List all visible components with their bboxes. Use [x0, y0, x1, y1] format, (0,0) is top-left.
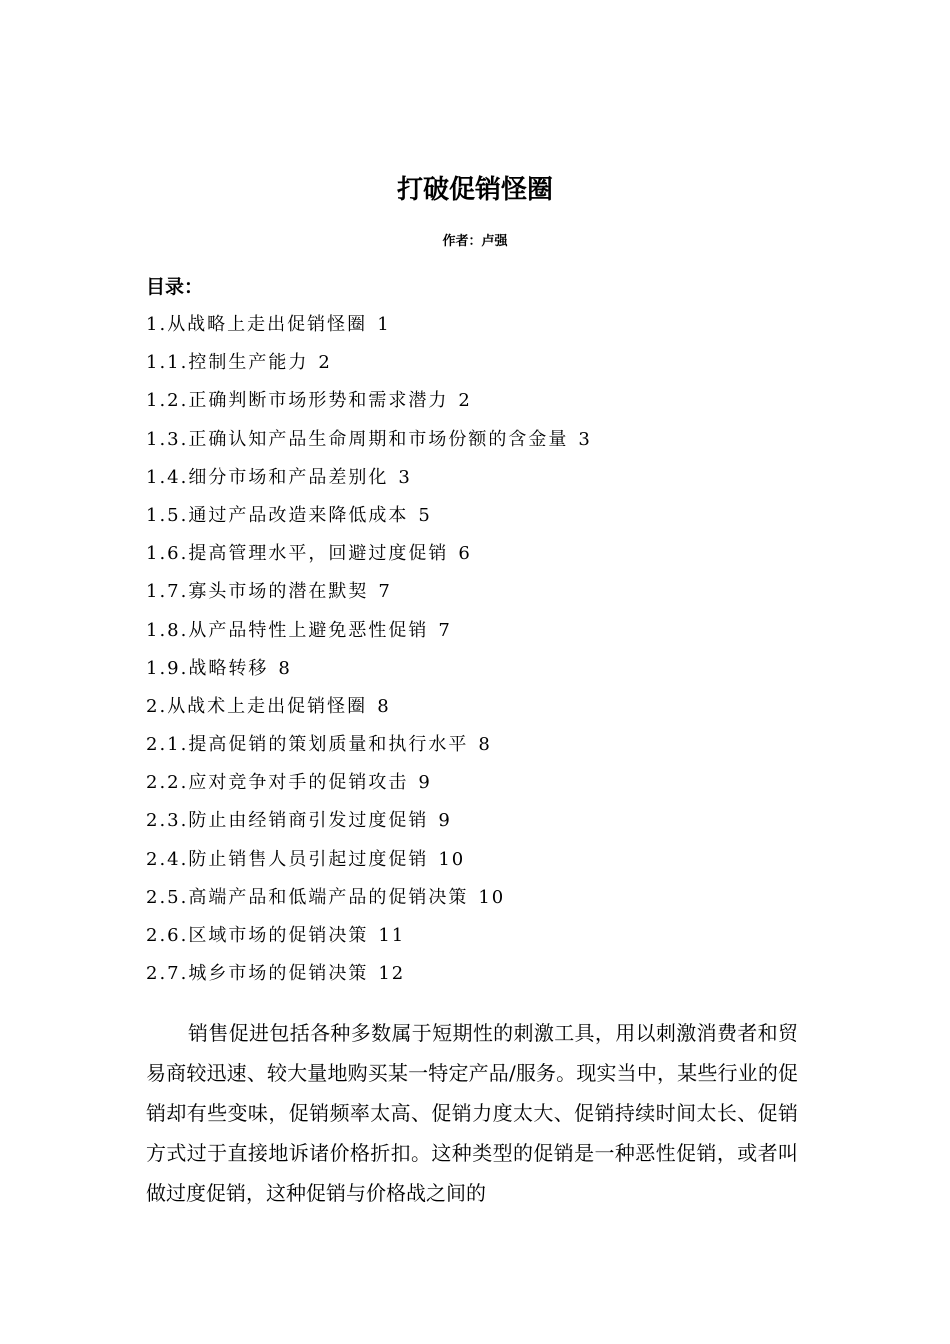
toc-item-number: 2.7.: [146, 963, 189, 985]
toc-item-page: 12: [378, 963, 406, 985]
toc-item[interactable]: [146, 344, 806, 382]
toc-item-title: 防止销售人员引起过度促销: [188, 848, 429, 870]
body-paragraph: 销售促进包括各种多数属于短期性的刺激工具，用以刺激消费者和贸易商较迅速、较大量地购买某一特定产品/服务。现实当中，某些行业的促销却有些变味，促销频率太高、促销力度太大、促销持续时间太长、促销方式过于直接地诉诸价格折扣。这种类型的促销是一种恶性促销，或者叫做过度促销，这种促销与价格战之间的: [146, 1021, 798, 1205]
toc-item-page: 3: [578, 428, 592, 450]
toc-item-number: 1.2.: [146, 390, 189, 412]
toc-item-page: 6: [458, 543, 472, 565]
toc-item-title: 从战略上走出促销怪圈: [167, 314, 368, 335]
toc-item-page: 2: [458, 390, 472, 412]
table-of-contents: [146, 306, 806, 993]
toc-item-page: 10: [438, 848, 466, 870]
toc-item-title: 应对竞争对手的促销攻击: [188, 772, 409, 794]
toc-item[interactable]: [146, 917, 806, 955]
toc-item-number: 1.3.: [146, 428, 189, 450]
document-title: 打破促销怪圈: [396, 175, 553, 205]
toc-item-title: 城乡市场的促销决策: [188, 963, 369, 985]
toc-item-number: 2.6.: [146, 925, 189, 946]
toc-item[interactable]: [146, 688, 806, 726]
toc-item-number: 2.5.: [146, 886, 189, 908]
toc-item[interactable]: [146, 535, 806, 573]
toc-item[interactable]: [146, 955, 806, 993]
toc-item[interactable]: [146, 764, 806, 802]
toc-item-number: 1.6.: [146, 543, 189, 565]
toc-item-page: 1: [377, 314, 391, 335]
toc-item[interactable]: [146, 573, 806, 611]
toc-item-title: 通过产品改造来降低成本: [188, 504, 409, 526]
toc-item-title: 控制生产能力: [188, 352, 309, 374]
toc-item[interactable]: [146, 650, 806, 688]
toc-item-title: 细分市场和产品差别化: [188, 466, 389, 488]
toc-item[interactable]: [146, 421, 806, 459]
toc-item-page: 2: [318, 352, 332, 374]
toc-item-title: 提高管理水平，回避过度促销: [188, 543, 449, 565]
toc-item-number: 1.9.: [146, 657, 189, 679]
toc-item[interactable]: [146, 726, 806, 764]
toc-item[interactable]: [146, 459, 806, 497]
toc-item-number: 1.7.: [146, 581, 189, 603]
toc-item[interactable]: [146, 306, 806, 344]
toc-item-page: 9: [418, 772, 432, 794]
toc-item-number: 1.: [146, 314, 168, 335]
toc-item-title: 高端产品和低端产品的促销决策: [188, 886, 469, 908]
toc-item-title: 提高促销的策划质量和执行水平: [188, 734, 469, 756]
toc-item-page: 8: [377, 695, 391, 717]
toc-item-title: 战略转移: [188, 657, 269, 679]
toc-item-page: 3: [398, 466, 412, 488]
toc-item-title: 防止由经销商引发过度促销: [188, 810, 429, 832]
toc-item-page: 8: [278, 657, 292, 679]
toc-item-title: 正确认知产品生命周期和市场份额的含金量: [188, 428, 569, 450]
toc-item-title: 正确判断市场形势和需求潜力: [188, 390, 449, 412]
toc-item-title: 从产品特性上避免恶性促销: [188, 619, 429, 641]
toc-item[interactable]: [146, 841, 806, 879]
toc-item[interactable]: [146, 612, 806, 650]
toc-item[interactable]: [146, 802, 806, 840]
toc-item-number: 1.4.: [146, 466, 189, 488]
toc-item-number: 1.1.: [146, 352, 189, 374]
toc-item-page: 8: [478, 734, 492, 756]
toc-item-page: 5: [418, 504, 432, 526]
toc-item-page: 11: [378, 925, 406, 946]
toc-item-number: 2.3.: [146, 810, 189, 832]
toc-item[interactable]: [146, 879, 806, 917]
toc-item-title: 寡头市场的潜在默契: [188, 581, 369, 603]
toc-item-title: 从战术上走出促销怪圈: [167, 695, 368, 717]
toc-item-number: 2.1.: [146, 734, 189, 756]
toc-item-page: 10: [478, 886, 506, 908]
document-author: 作者：卢强: [442, 234, 508, 249]
toc-item-page: 7: [378, 581, 392, 603]
toc-item-number: 2.4.: [146, 848, 189, 870]
toc-heading: 目录：: [146, 276, 204, 298]
toc-item-number: 1.5.: [146, 504, 189, 526]
toc-item-page: 9: [438, 810, 452, 832]
toc-item[interactable]: [146, 382, 806, 420]
toc-item-page: 7: [438, 619, 452, 641]
toc-item-number: 1.8.: [146, 619, 189, 641]
toc-item-number: 2.2.: [146, 772, 189, 794]
toc-item[interactable]: [146, 497, 806, 535]
toc-item-title: 区域市场的促销决策: [188, 925, 369, 946]
toc-item-number: 2.: [146, 695, 168, 717]
